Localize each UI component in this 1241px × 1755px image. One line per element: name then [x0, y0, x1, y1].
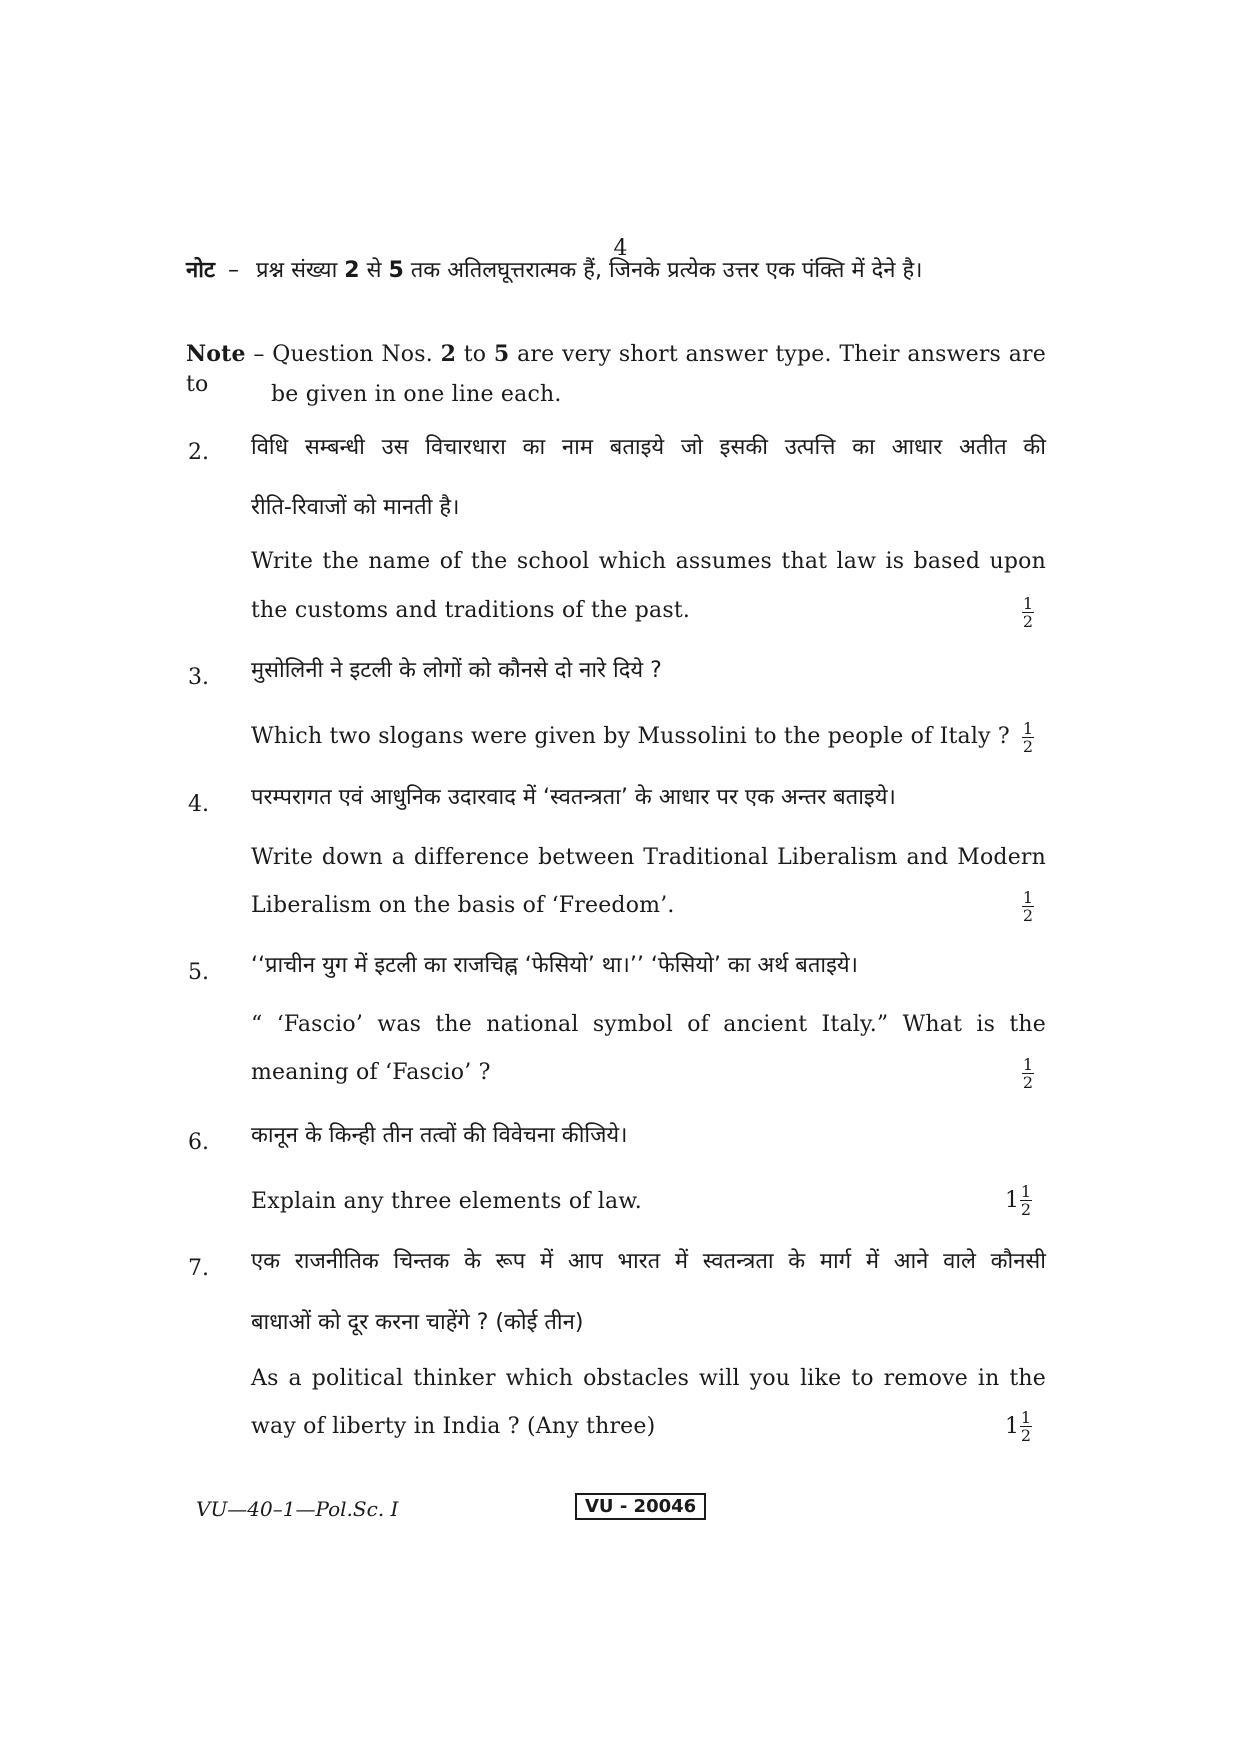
question-number: 4.	[188, 792, 209, 817]
question-number: 2.	[188, 440, 209, 465]
question-english-line: Explain any three elements of law.	[251, 1189, 642, 1214]
note-hindi-dash: –	[228, 258, 239, 283]
question-english-line: As a political thinker which obstacles will you like to remove in the	[251, 1366, 1046, 1391]
question-number: 3.	[188, 665, 209, 690]
note-english-number-start: 2	[440, 341, 457, 367]
marks-denominator: 2	[1020, 1426, 1032, 1445]
note-english-text-3: are very short answer type. Their answers are to	[186, 342, 1046, 397]
question-english-line: “ ‘Fascio’ was the national symbol of ancient Italy.” What is the	[251, 1012, 1046, 1037]
marks-numerator: 1	[1022, 594, 1034, 613]
marks-fraction	[1022, 1056, 1034, 1091]
question-hindi-line: एक राजनीतिक चिन्तक के रूप में आप भारत में स्वतन्त्रता के मार्ग में आने वाले कौनसी	[251, 1249, 1046, 1274]
marks-fraction	[1020, 1183, 1032, 1218]
marks-whole: 1	[1005, 1188, 1019, 1213]
marks-mixed-number	[1005, 1183, 1032, 1218]
note-hindi-text-1: प्रश्न संख्या	[256, 258, 338, 283]
question-hindi-line: परम्परागत एवं आधुनिक उदारवाद में ‘स्वतन्त्रता’ के आधार पर एक अन्तर बताइये।	[251, 785, 896, 810]
question-number: 7.	[188, 1256, 209, 1281]
marks-denominator: 2	[1022, 737, 1034, 756]
marks-fraction	[1022, 595, 1034, 630]
question-hindi-line: रीति-रिवाजों को मानती है।	[251, 495, 460, 520]
note-hindi-number-end: 5	[388, 258, 404, 283]
marks-numerator: 1	[1022, 1055, 1034, 1074]
marks-fraction	[1022, 889, 1034, 924]
note-english-line-2: be given in one line each.	[271, 382, 562, 407]
page-number: 4	[613, 236, 628, 261]
note-hindi-text-3: तक अतिलघूत्तरात्मक हैं, जिनके प्रत्येक उत्तर एक पंक्ति में देने है।	[410, 258, 923, 283]
marks-numerator: 1	[1020, 1408, 1032, 1427]
note-hindi-number-start: 2	[344, 258, 360, 283]
question-english-line: meaning of ‘Fascio’ ?	[251, 1060, 491, 1085]
question-english-line: the customs and traditions of the past.	[251, 598, 691, 623]
question-english-line: Which two slogans were given by Mussolini to the people of Italy ?	[251, 724, 1010, 749]
marks-numerator: 1	[1022, 719, 1034, 738]
note-english-number-end: 5	[493, 341, 510, 367]
marks-numerator: 1	[1020, 1182, 1032, 1201]
marks-denominator: 2	[1022, 1073, 1034, 1092]
marks-denominator: 2	[1020, 1200, 1032, 1219]
marks-denominator: 2	[1022, 612, 1034, 631]
footer-booklet-code: VU - 20046	[575, 1493, 706, 1520]
question-english-line: Write down a difference between Traditional Liberalism and Modern	[251, 845, 1046, 870]
question-english-line: Write the name of the school which assumes that law is based upon	[251, 549, 1046, 574]
question-hindi-line: कानून के किन्ही तीन तत्वों की विवेचना कीजिये।	[251, 1123, 628, 1148]
note-english-text-2: to	[463, 342, 487, 367]
footer-paper-code: VU—40–1—Pol.Sc. I	[196, 1497, 399, 1521]
note-hindi	[186, 256, 923, 286]
marks-fraction	[1020, 1409, 1032, 1444]
marks-denominator: 2	[1022, 906, 1034, 925]
note-hindi-text-2: से	[366, 258, 382, 283]
question-number: 5.	[188, 960, 209, 985]
note-hindi-label: नोट	[186, 258, 215, 283]
marks-numerator: 1	[1022, 888, 1034, 907]
question-hindi-line: विधि सम्बन्धी उस विचारधारा का नाम बताइये जो इसकी उत्पत्ति का आधार अतीत की	[251, 435, 1046, 460]
question-english-line: Liberalism on the basis of ‘Freedom’.	[251, 893, 675, 918]
question-number: 6.	[188, 1130, 209, 1155]
marks-mixed-number	[1005, 1409, 1032, 1444]
question-english-line: way of liberty in India ? (Any three)	[251, 1414, 656, 1439]
question-hindi-line: मुसोलिनी ने इटली के लोगों को कौनसे दो नारे दिये ?	[251, 658, 662, 683]
marks-whole: 1	[1005, 1414, 1019, 1439]
note-english-label: Note	[186, 341, 246, 367]
marks-fraction	[1022, 720, 1034, 755]
note-english-text-1: – Question Nos.	[253, 342, 433, 367]
question-hindi-line: ‘‘प्राचीन युग में इटली का राजचिह्न ‘फेसियो’ था।’’ ‘फेसियो’ का अर्थ बताइये।	[251, 953, 858, 978]
question-hindi-line: बाधाओं को दूर करना चाहेंगे ? (कोई तीन)	[251, 1310, 584, 1335]
